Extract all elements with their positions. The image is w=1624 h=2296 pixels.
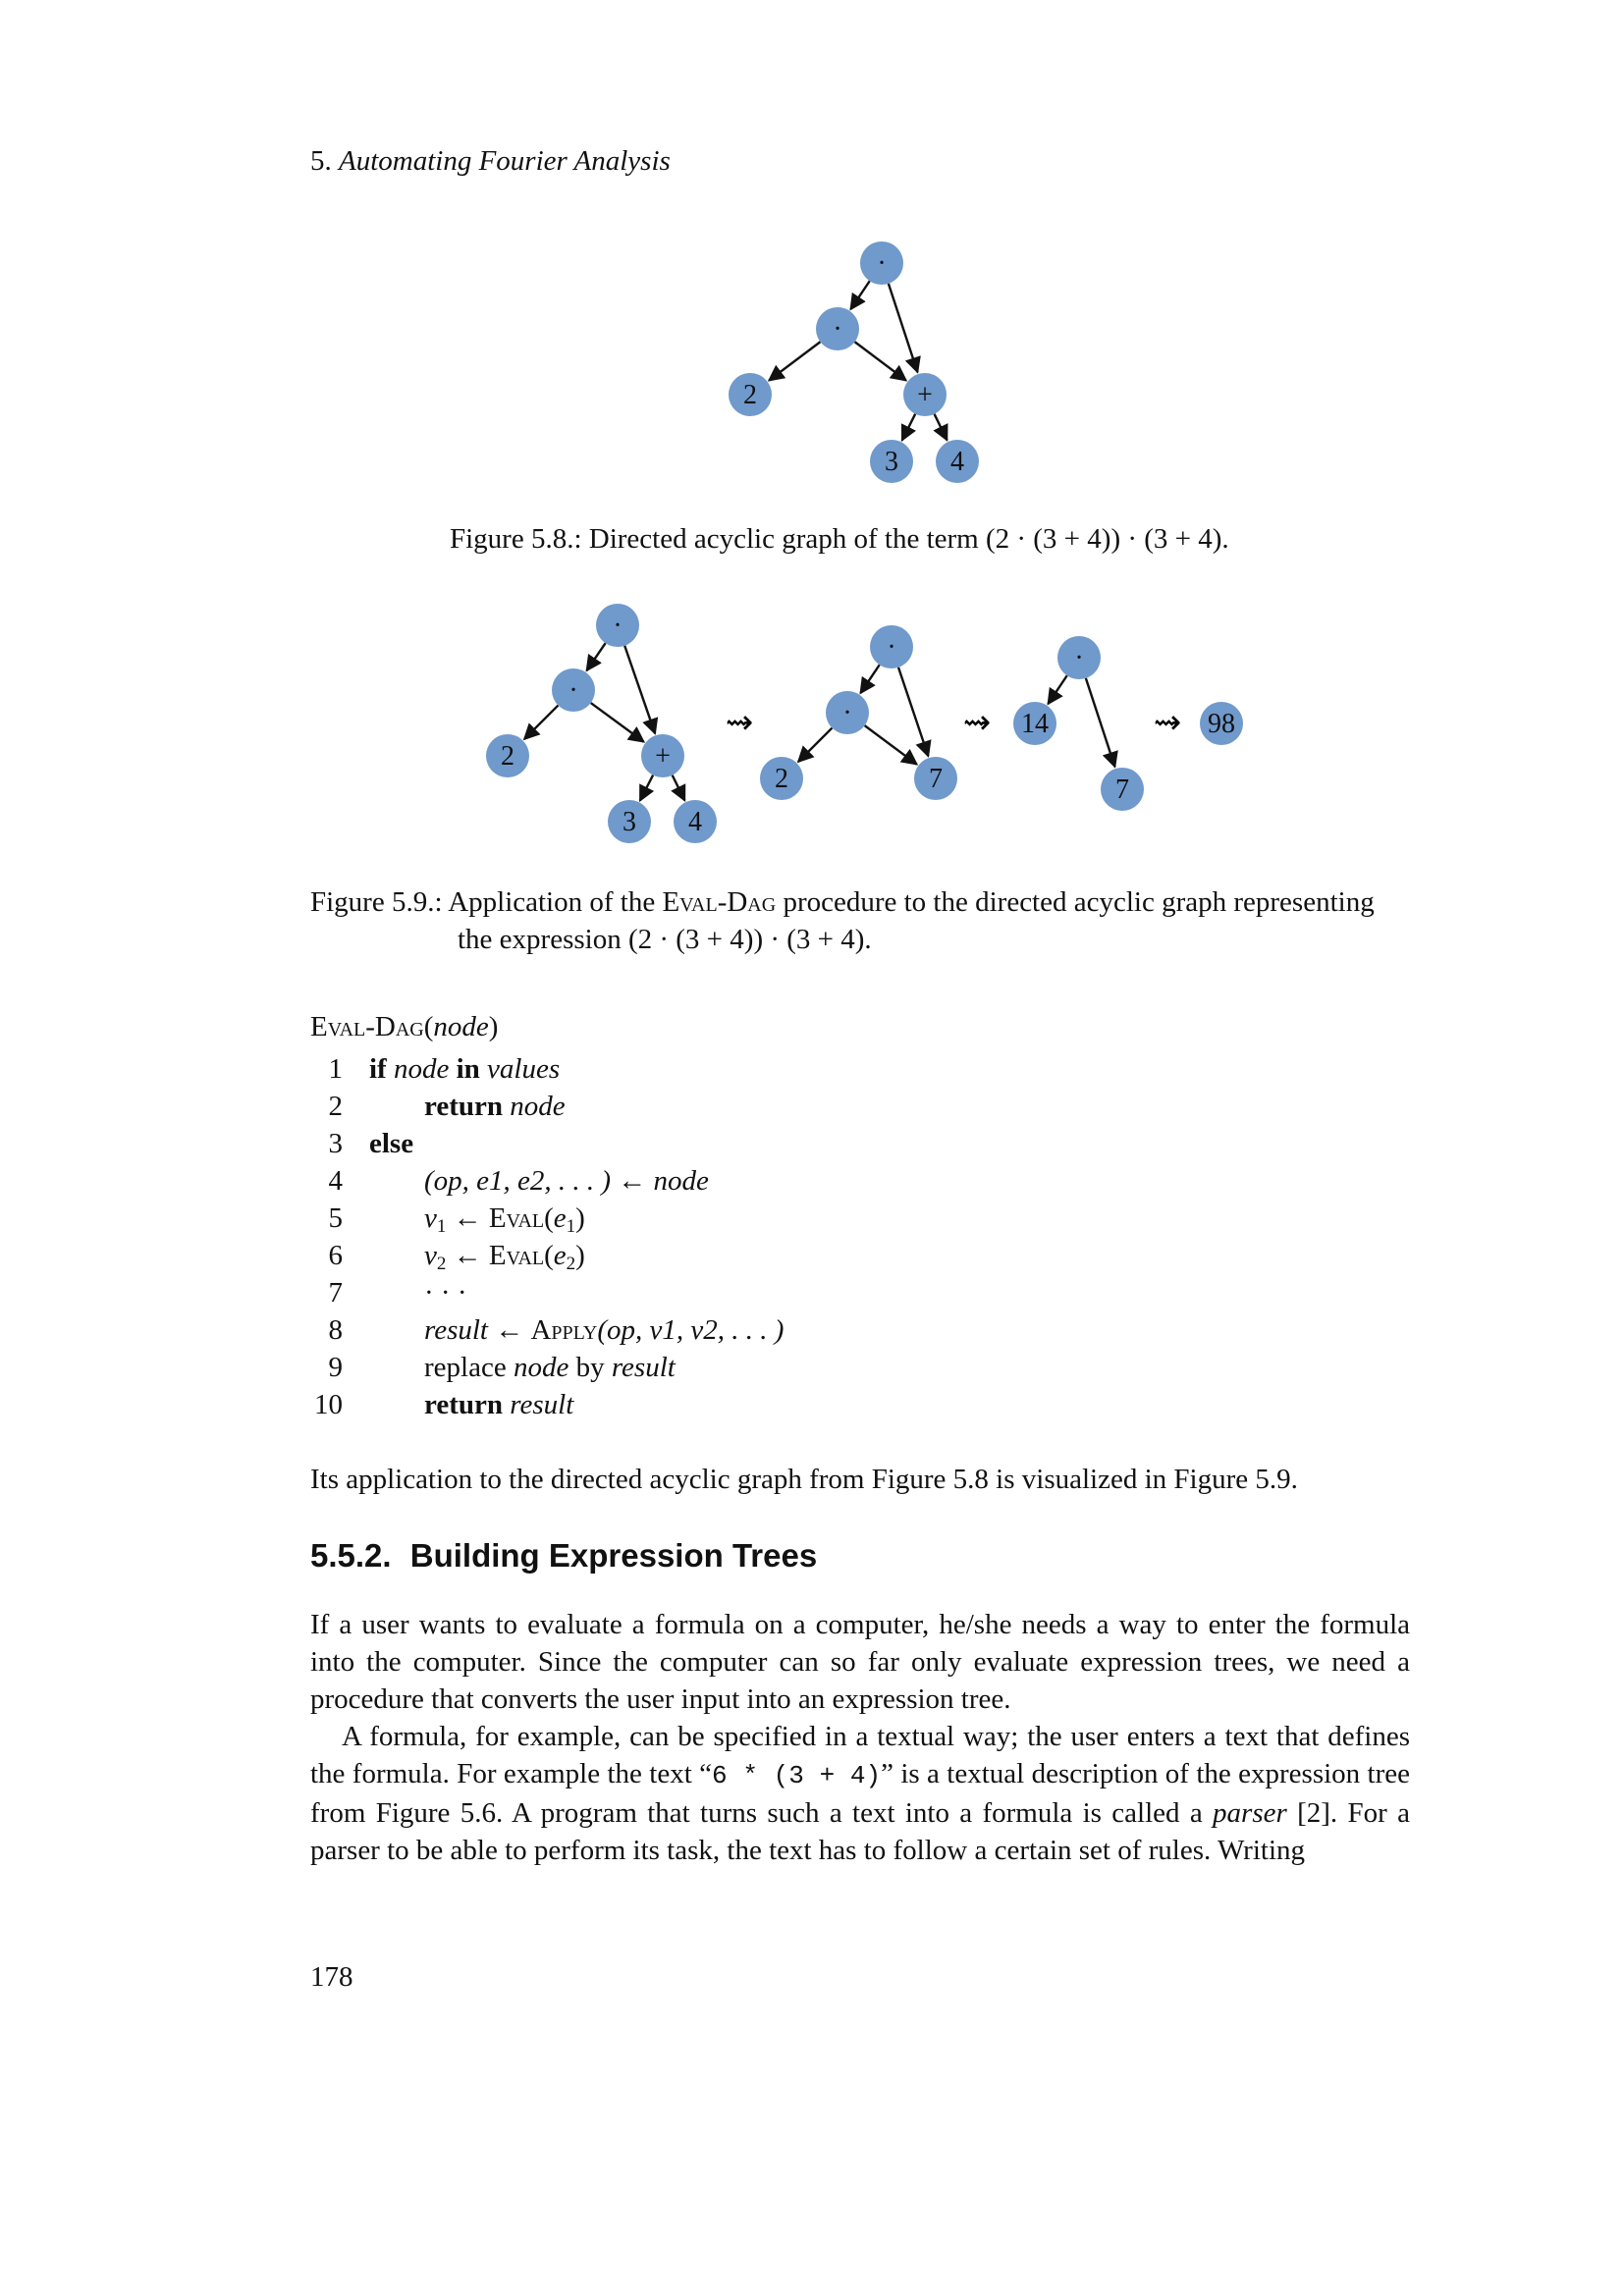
step-arrow-icon: ⇝ [962, 703, 992, 742]
graph-edge [673, 775, 685, 801]
code-text: (op, e1, e2, . . . ) ← node [424, 1165, 709, 1197]
node-label: 98 [1208, 709, 1235, 739]
var: result [510, 1389, 574, 1420]
algo-line: 5 $v_1$ ← $Eval(e_1)$ [310, 1200, 1194, 1237]
function-name: Apply [530, 1314, 598, 1346]
subscript: 1 [566, 1216, 576, 1237]
graph-edge [860, 665, 879, 693]
function-name: Eval [488, 1202, 545, 1234]
keyword: in [456, 1053, 480, 1085]
arrow: ← [495, 1314, 524, 1346]
node-label: · [877, 248, 887, 279]
node-label: · [1074, 643, 1084, 673]
code-text: (op, v1, v2, . . . ) [597, 1314, 785, 1346]
var: e [553, 1202, 567, 1234]
graph-node [674, 800, 717, 843]
node-label: + [917, 380, 933, 410]
graph-edge [624, 646, 655, 734]
emphasis-term: parser [1213, 1797, 1287, 1829]
line-number: 8 [328, 1314, 343, 1346]
paragraph-text: A formula, for example, can be specified in a textual way; the user enters a text that defines the formula. For example the text “ [310, 1721, 1410, 1789]
graph-edge [898, 667, 928, 756]
graph-node [1200, 702, 1243, 745]
var: node [510, 1091, 566, 1122]
paragraph-text: ” is a textual description of the expression tree from Figure 5.6. A program that turns such a text into a formula is called a [310, 1758, 1410, 1829]
node-label: 14 [1021, 709, 1049, 739]
algo-line: 6 $v_2$ ← $Eval(e_2)$ [310, 1237, 1194, 1274]
node-label: 7 [1115, 774, 1129, 805]
graph-edge [587, 643, 606, 670]
var: result [424, 1314, 488, 1346]
algo-line [310, 1050, 1194, 1088]
code-text: · · · [424, 1277, 467, 1308]
arrow: ← [453, 1202, 482, 1234]
figure-5-9-graphs [0, 0, 1624, 883]
node-label: 3 [885, 447, 898, 477]
function-name: Eval [488, 1240, 545, 1271]
node-label: 4 [688, 807, 702, 837]
var: node [513, 1352, 569, 1383]
node-label: + [655, 741, 671, 772]
algo-line [310, 1125, 1194, 1162]
graph-edge [798, 728, 832, 762]
graph-edge [524, 706, 558, 739]
caption-text: Application of the [448, 886, 656, 918]
graph-node [760, 757, 803, 800]
subscript: 1 [436, 1216, 447, 1237]
line-number: 6 [328, 1240, 343, 1271]
paragraph-1: If a user wants to evaluate a formula on a computer, he/she needs a way to enter the formula into the computer. Since the computer can so far only evaluate expression trees, we need a procedure that converts the user input into an expression tree. [310, 1609, 1410, 1715]
arrow: ← [453, 1240, 482, 1271]
keyword: else [369, 1128, 414, 1159]
code-text: by [575, 1352, 605, 1383]
section-number: 5.5.2. [310, 1537, 392, 1574]
line-number: 9 [328, 1352, 343, 1383]
figure-5-9 [0, 0, 1624, 888]
algo-line [310, 1349, 1194, 1386]
chapter-number: 5. [310, 145, 332, 177]
subscript: 2 [436, 1254, 447, 1274]
node-label: 3 [623, 807, 636, 837]
algo-line [310, 1311, 1194, 1349]
node-label: · [568, 675, 578, 706]
algo-line [310, 1162, 1194, 1200]
node-label: 2 [743, 380, 757, 410]
algorithm-eval-dag [310, 1011, 1194, 1423]
graph-edge [591, 703, 644, 742]
var: v [424, 1240, 437, 1271]
keyword: if [369, 1053, 387, 1085]
algorithm-body [310, 1050, 1194, 1423]
graph-edge [640, 775, 653, 801]
node-label: · [833, 314, 842, 345]
section-heading [310, 1537, 817, 1575]
paragraph-2 [310, 1718, 1410, 1869]
var: values [487, 1053, 561, 1085]
node-label: 7 [929, 764, 943, 794]
step-arrow-icon: ⇝ [1153, 703, 1182, 742]
node-label: 2 [501, 741, 514, 772]
var: result [611, 1352, 676, 1383]
graph-edge [1086, 678, 1115, 767]
node-label: 2 [775, 764, 788, 794]
algorithm-name: Eval-Dag [310, 1011, 424, 1042]
after-algorithm-text: Its application to the directed acyclic graph from Figure 5.8 is visualized in Figure 5.9. [310, 1464, 1298, 1495]
graph-node [1101, 768, 1144, 811]
paragraph-text: [2]. For a parser to be able to perform its task, the text has to follow a certain set of rules. Writing [310, 1797, 1410, 1866]
section-title: Building Expression Trees [409, 1537, 818, 1574]
graph-node [486, 734, 529, 777]
line-number: 10 [314, 1389, 343, 1420]
caption-line2: the expression (2 · (3 + 4)) · (3 + 4). [458, 924, 872, 955]
graph-edge [1048, 675, 1066, 704]
keyword: return [424, 1389, 504, 1420]
graph-node [641, 734, 684, 777]
graph-node [826, 691, 869, 734]
node-label: · [613, 611, 623, 641]
graph-node [608, 800, 651, 843]
graph-node [1057, 636, 1101, 679]
var: v [424, 1202, 437, 1234]
figure-5-8-caption: Figure 5.8.: Directed acyclic graph of the term (2 · (3 + 4)) · (3 + 4). [450, 523, 1229, 555]
algo-line [310, 1274, 1194, 1311]
figure-5-9-caption [310, 883, 1410, 958]
graph-node [596, 604, 639, 647]
line-number: 1 [328, 1053, 343, 1085]
graph-node [914, 757, 957, 800]
line-number: 3 [328, 1128, 343, 1159]
caption-text: procedure to the directed acyclic graph representing [783, 886, 1375, 918]
step-arrow-icon: ⇝ [725, 703, 754, 742]
caption-label: Figure 5.9.: [310, 886, 443, 918]
graph-node [1013, 702, 1056, 745]
inline-code: 6 * (3 + 4) [712, 1761, 882, 1790]
node-label: · [842, 698, 852, 728]
algo-line [310, 1088, 1194, 1125]
algorithm-param: node [433, 1011, 489, 1042]
line-number: 4 [328, 1165, 343, 1197]
keyword: return [424, 1091, 504, 1122]
page-number: 178 [310, 1961, 353, 1993]
node-label: 4 [950, 447, 964, 477]
graph-node [552, 668, 595, 712]
graph-node [870, 625, 913, 668]
algorithm-title: Eval-Dag(node) [310, 1011, 499, 1042]
subscript: 2 [566, 1254, 576, 1274]
line-number: 7 [328, 1277, 343, 1308]
var: e [553, 1240, 567, 1271]
line-number: 5 [328, 1202, 343, 1234]
var: node [393, 1053, 450, 1085]
line-number: 2 [328, 1091, 343, 1122]
chapter-title: Automating Fourier Analysis [339, 145, 671, 177]
graph-edge [865, 725, 917, 765]
algo-line [310, 1386, 1194, 1423]
node-label: · [887, 632, 896, 663]
procedure-name: Eval-Dag [662, 886, 777, 918]
code-text: replace [424, 1352, 507, 1383]
